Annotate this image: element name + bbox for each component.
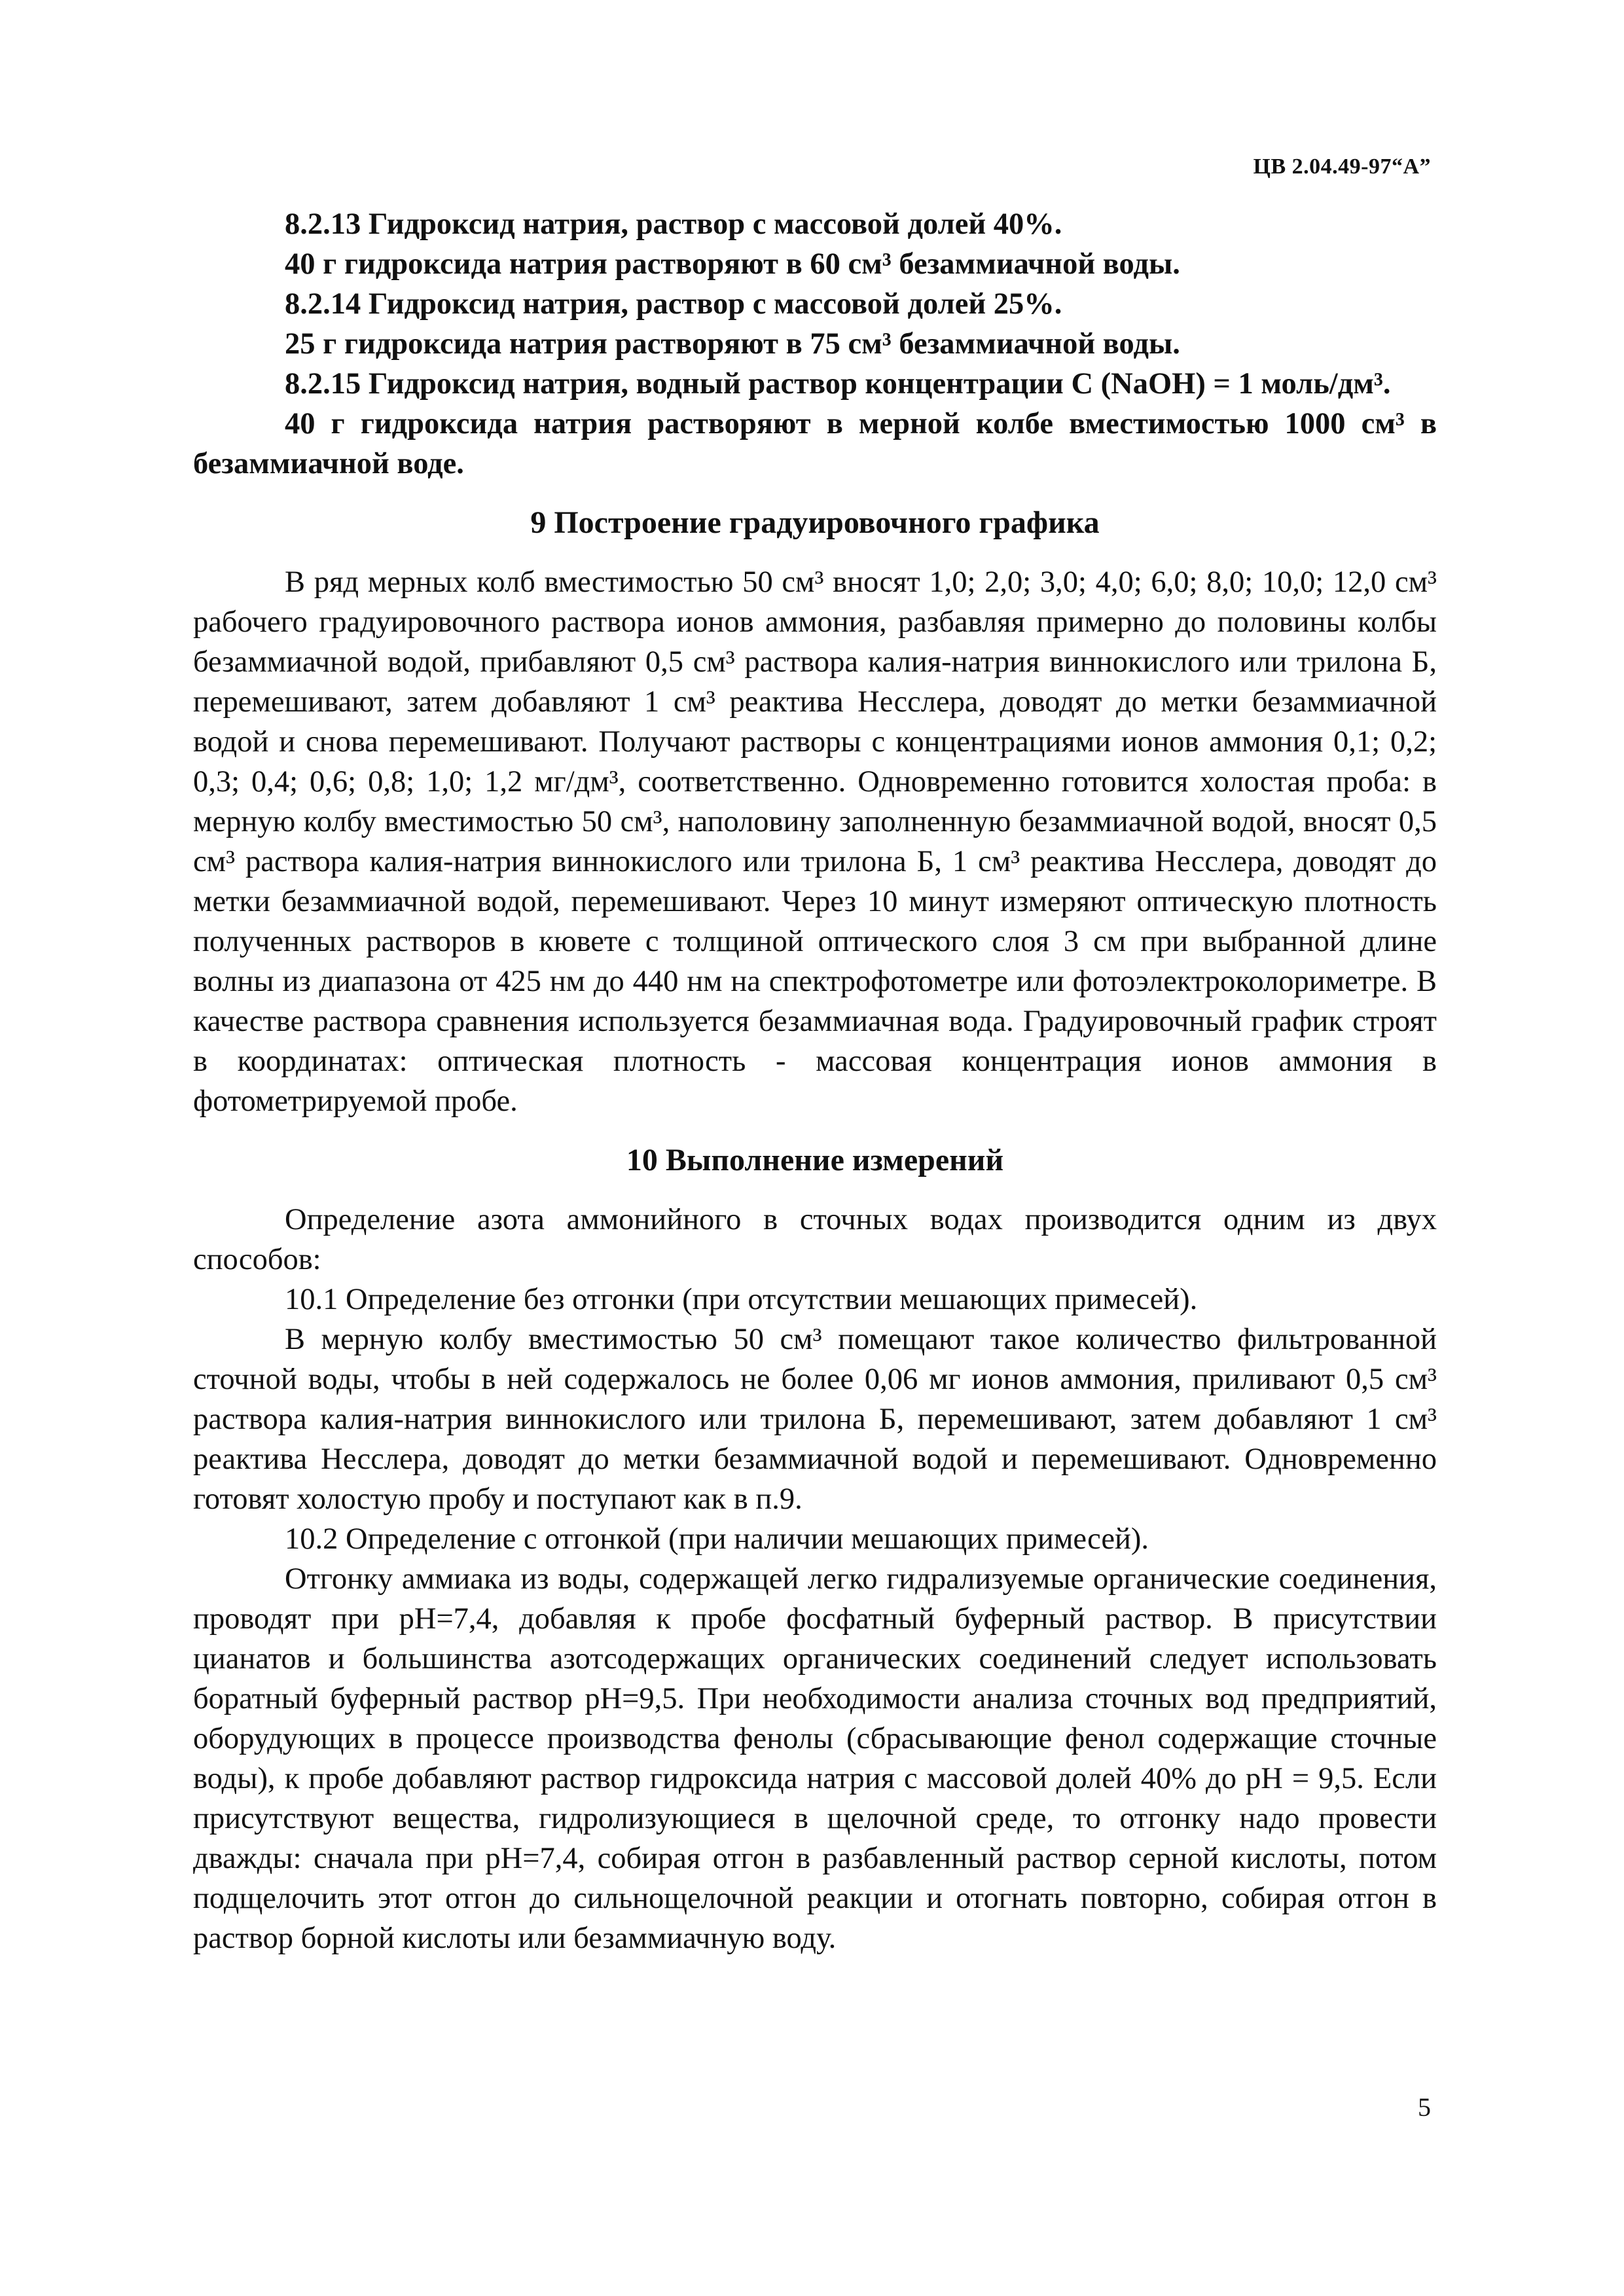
page-content <box>193 204 1437 1958</box>
paragraph-8-2-13-body: 40 г гидроксида натрия растворяют в 60 см³ безаммиачной воды. <box>285 247 1180 281</box>
document-code: ЦВ 2.04.49-97“А” <box>1253 154 1431 179</box>
paragraph-measurement-intro: Определение азота аммонийного в сточных водах производится одним из двух способов: <box>193 1203 1437 1276</box>
paragraph-10-2-body: Отгонку аммиака из воды, содержащей легко гидрализуемые органические соединения, проводят при pH=7,4, добавляя к пробе фосфатный буферный раствор. В присутствии цианатов и большинства азотсодержащих органических соединений следует использовать боратный буферный раствор pH=9,5. При необходимости анализа сточных вод предприятий, оборудующих в процессе производства фенолы (сбрасывающие фенол содержащие сточные воды), к пробе добавляют раствор гидроксида натрия с массовой долей 40% до pH = 9,5. Если присутствуют вещества, гидролизующиеся в щелочной среде, то отгонку надо провести дважды: сначала при pH=7,4, собирая отгон в разбавленный раствор серной кислоты, потом подщелочить этот отгон до сильнощелочной реакции и отогнать повторно, собирая отгон в раствор борной кислоты или безаммиачную воду. <box>193 1562 1437 1955</box>
paragraph-calibration: В ряд мерных колб вместимостью 50 см³ вносят 1,0; 2,0; 3,0; 4,0; 6,0; 8,0; 10,0; 12,0 см³ рабочего градуировочного раствора ионов аммония, разбавляя примерно до половины колбы безаммиачной водой, прибавляют 0,5 см³ раствора калия-натрия виннокислого или трилона Б, перемешивают, затем добавляют 1 см³ реактива Несслера, доводят до метки безаммиачной водой и снова перемешивают. Получают растворы с концентрациями ионов аммония 0,1; 0,2; 0,3; 0,4; 0,6; 0,8; 1,0; 1,2 мг/дм³, соответственно. Одновременно готовится холостая проба: в мерную колбу вместимостью 50 см³, наполовину заполненную безаммиачной водой, вносят 0,5 см³ раствора калия-натрия виннокислого или трилона Б, 1 см³ реактива Несслера, доводят до метки безаммиачной водой, перемешивают. Через 10 минут измеряют оптическую плотность полученных растворов в кювете с толщиной оптического слоя 3 см при выбранной длине волны из диапазона от 425 нм до 440 нм на спектрофотометре или фотоэлектроколориметре. В качестве раствора сравнения используется безаммиачная вода. Градуировочный график строят в координатах: оптическая плотность - массовая концентрация ионов аммония в фотометрируемой пробе. <box>193 565 1437 1118</box>
paragraph-8-2-15-body: 40 г гидроксида натрия растворяют в мерной колбе вместимостью 1000 см³ в безаммиачной воде. <box>193 407 1437 480</box>
paragraph-8-2-13-title: 8.2.13 Гидроксид натрия, раствор с массовой долей 40%. <box>285 207 1062 241</box>
paragraph-8-2-15-title: 8.2.15 Гидроксид натрия, водный раствор концентрации С (NaOH) = 1 моль/дм³. <box>285 367 1391 401</box>
section-heading-10: 10 Выполнение измерений <box>626 1143 1004 1177</box>
page-number: 5 <box>1418 2092 1431 2122</box>
section-heading-9: 9 Построение градуировочного графика <box>530 505 1100 540</box>
paragraph-10-2-title: 10.2 Определение с отгонкой (при наличии мешающих примесей). <box>285 1522 1149 1556</box>
paragraph-10-1-title: 10.1 Определение без отгонки (при отсутствии мешающих примесей). <box>285 1283 1198 1316</box>
paragraph-10-1-body: В мерную колбу вместимостью 50 см³ помещают такое количество фильтрованной сточной воды, чтобы в ней содержалось не более 0,06 мг ионов аммония, приливают 0,5 см³ раствора калия-натрия виннокислого или трилона Б, перемешивают, затем добавляют 1 см³ реактива Несслера, доводят до метки безаммиачной водой и перемешивают. Одновременно готовят холостую пробу и поступают как в п.9. <box>193 1323 1437 1516</box>
paragraph-8-2-14-title: 8.2.14 Гидроксид натрия, раствор с массовой долей 25%. <box>285 287 1062 321</box>
paragraph-8-2-14-body: 25 г гидроксида натрия растворяют в 75 см³ безаммиачной воды. <box>285 327 1180 361</box>
